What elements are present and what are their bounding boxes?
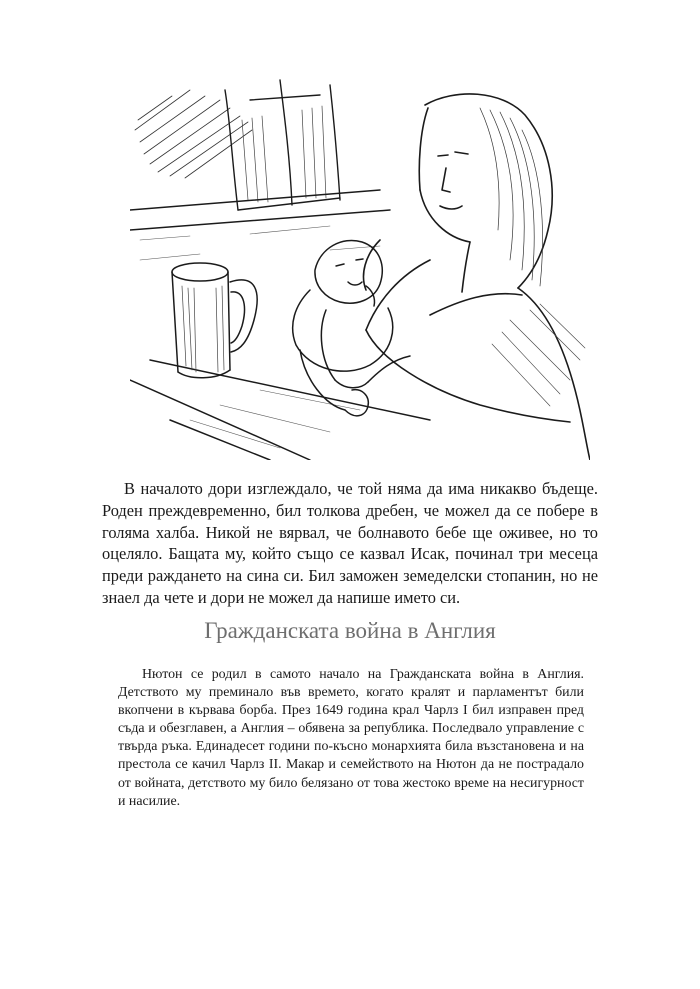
tankard-hatching	[182, 286, 224, 372]
tankard	[172, 263, 257, 378]
background-hatching	[135, 90, 252, 178]
chair-outline	[225, 80, 340, 210]
dress-hatching	[492, 304, 585, 406]
section-heading: Гражданската война в Англия	[204, 618, 496, 643]
civil-war-paragraph: Нютон се родил в самото начало на Гражданската война в Англия. Детството му преминало във времето, когато кралят и парламентът били вкопчени в кървава борба. През 1649 година крал Чарлз I бил изправен пред съда и обезглавен, а Англия – обявена за република. Последвало управление с твърда ръка. Единадесет години по-късно монархията била възстановена и на престола се качил Чарлз II. Макар и семейството на Нютон да не пострадало от войната, детството му било белязано от това жестоко време на несигурност и насилие.	[118, 667, 584, 809]
mother	[364, 94, 590, 460]
intro-paragraph: В началото дори изглеждало, че той няма да има никакво бъдеще. Роден преждевременно, бил толкова дребен, че можел да се побере в голяма халба. Никой не вярвал, че болнавото бебе ще оживее, но то оцеляло. Бащата му, който също се казвал Исак, починал три месеца преди раждането на сина си. Бил заможен земеделски стопанин, но не знаел да чете и дори не можел да напише името си.	[102, 479, 598, 607]
chair-hatching	[242, 106, 326, 202]
baby	[293, 240, 393, 415]
mother-and-baby-illustration	[130, 60, 590, 460]
mother-hair-hatching	[480, 108, 543, 286]
mother-hand	[321, 310, 410, 388]
